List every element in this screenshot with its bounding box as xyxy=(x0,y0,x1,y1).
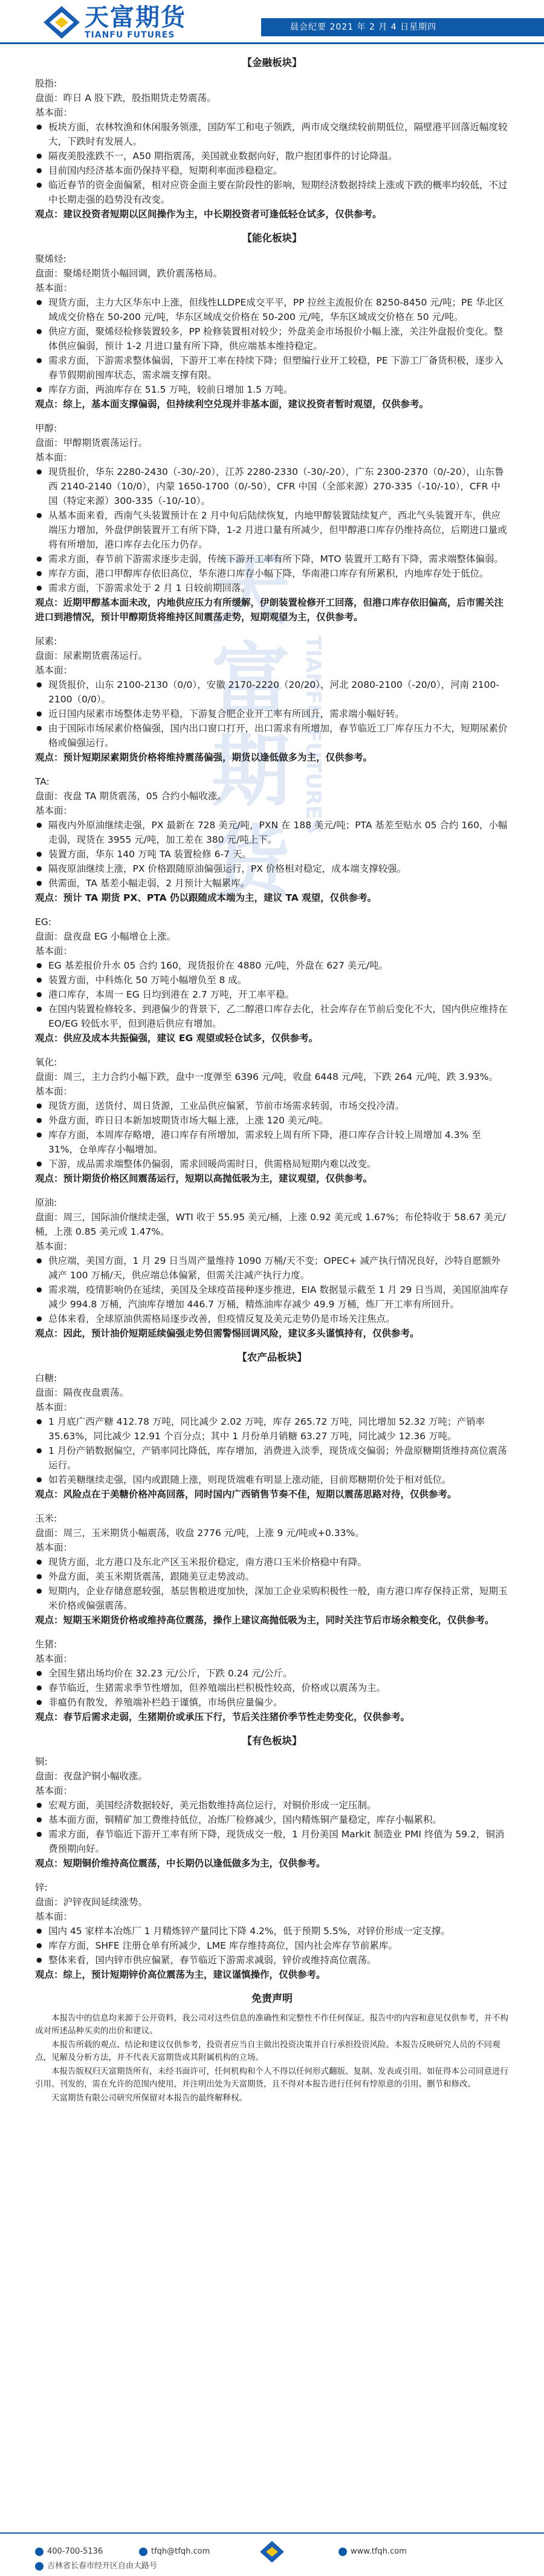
commodity-line: 基本面： xyxy=(35,1402,73,1413)
bullet-list xyxy=(35,295,509,397)
location-icon xyxy=(35,2562,44,2571)
bullet-item: ● 短期内，企业存储意愿较强，基层售粮进度加快，深加工企业采购积极性一般，南方港口库存保持正常，短期玉米价格或偏强震荡。 xyxy=(48,1584,509,1613)
bullet-item: ● 外盘方面，昨日日本新加坡期货市场大幅上涨，上涨 120 美元/吨。 xyxy=(48,1113,509,1128)
commodity-block xyxy=(35,1195,509,1341)
commodity-name: 锌: xyxy=(35,1882,48,1893)
bullet-list xyxy=(35,1099,509,1171)
bullet-item: ● 如若美糖继续走强，国内或跟随上涨，则现货端难有明显上涨动能，目前郑糖期价处于相对低位。 xyxy=(48,1473,509,1487)
commodity-block xyxy=(35,1055,509,1186)
bullet-item: ● 现货方面，送货付、周日货源，工业品供应偏紧，节前市场需求转弱，市场交投冷清。 xyxy=(48,1099,509,1113)
bullet-list xyxy=(35,678,509,750)
bullet-item: ● 在国内装置检修较多、到港偏少的背景下，乙二醇港口库存去化，社会库存在节前后变化不大，国内供应维持在 EO/EG 较低水平，但到港后供应有增加。 xyxy=(48,1002,509,1031)
commodity-block xyxy=(35,915,509,1045)
commodity-line: 基本面： xyxy=(35,107,73,118)
bullet-item: ● 库存方面，本周库存略增，港口库存有所增加，需求较上周有所下降，港口库存合计较上周增加 4.3% 至 31%，仓单库存小幅增加。 xyxy=(48,1128,509,1157)
globe-icon xyxy=(338,2548,347,2556)
commodity-line: 盘面：甲醇期货震荡运行。 xyxy=(35,437,148,448)
bullet-item: ● 库存方面，SHFE 注册仓单有所减少，LME 库存维持高位，国内社会库存节前累库。 xyxy=(48,1938,509,1953)
bullet-list xyxy=(35,1924,509,1967)
commodity-block xyxy=(35,1754,509,1871)
commodity-line: 盘面：昨日 A 股下跌，股指期货走势震荡。 xyxy=(35,93,216,103)
footer-website[interactable] xyxy=(338,2545,407,2559)
bullet-item: ● 隔夜美股涨跌不一，A50 期指震荡，美国就业数据向好，散户抱团事件的讨论降温。 xyxy=(48,149,509,163)
commodity-name: 白糖: xyxy=(35,1373,57,1384)
view-statement: 观点：综上，基本面支撑偏弱，但持续利空兑现并非基本面，建议投资者暂时观望，仅供参考。 xyxy=(35,399,429,410)
bullet-item: ● 装置方面，中科炼化 50 万吨小幅增负至 8 成。 xyxy=(48,973,509,987)
view-statement: 观点：预计短期尿素期货价格将维持震荡偏强，期货以逢低做多为主，仅供参考。 xyxy=(35,752,373,763)
bullet-list xyxy=(35,1555,509,1613)
commodity-block xyxy=(35,421,509,624)
logo-chinese-name: 天富期货 xyxy=(85,4,186,31)
view-statement: 观点：风险点在于美糖价格冲高回落，同时国内广西销售节奏不佳，短期以震荡思路对待，仅供参考。 xyxy=(35,1489,457,1500)
commodity-name: 生猪: xyxy=(35,1639,57,1650)
company-logo xyxy=(42,4,186,41)
phone-icon xyxy=(35,2548,44,2556)
bullet-item: ● 供应端，美国方面，1 月 29 日当周产量维持 1090 万桶/天不变；OPEC+ 减产执行情况良好，沙特自愿额外减产 100 万桶/天，供应端总体偏紧，但需关注减产执行力度。 xyxy=(48,1254,509,1283)
bullet-item: ● 供需面，TA 基差小幅走弱，2 月预计大幅累库。 xyxy=(48,876,509,891)
commodity-line: 基本面： xyxy=(35,1086,73,1097)
bullet-item: ● 整体来看，国内锌市供应偏紧，春节临近下游需求减弱，锌价或维持高位震荡。 xyxy=(48,1953,509,1967)
bullet-item: ● 1 月底广西产糖 412.78 万吨，同比减少 2.02 万吨，库存 265.72 万吨，同比增加 52.32 万吨；产销率 35.63%，同比减少 12.91 个百分点；其中 1 月份单月销糖 63.27 万吨，同比减少 12.36 万吨。 xyxy=(48,1414,509,1443)
disclaimer-paragraph: 本报告版权归天富期货所有，未经书面许可，任何机构和个人不得以任何形式翻版、复制、发表或引用。如征得本公司同意进行引用、刊发的，需在允许的范围内使用，并注明出处为天富期货，且不得对本报告进行任何有悖原意的引用、删节和修改。 xyxy=(35,2067,508,2089)
commodity-line: 盘面：周三，玉米期货小幅震荡，收盘 2776 元/吨，上涨 9 元/吨或+0.33%。 xyxy=(35,1528,364,1538)
bullet-item: ● 装置方面，华东 140 万吨 TA 装置检修 6-7 天。 xyxy=(48,847,509,861)
bullet-item: ● 板块方面，农林牧渔和休闲服务领涨，国防军工和电子领跌，两市成交继续较前期低位，隔壁港平回落近幅度较大，下跌时有发展人。 xyxy=(48,120,509,149)
view-statement: 观点：预计 TA 期货 PX、PTA 仍以跟随成本端为主，建议 TA 观望，仅供参考。 xyxy=(35,892,377,903)
view-statement: 观点：供应及成本共振偏强，建议 EG 观望或轻仓试多，仅供参考。 xyxy=(35,1033,319,1044)
commodity-line: 基本面： xyxy=(35,665,73,676)
view-statement: 观点：春节后需求走弱，生猪期价或承压下行，节后关注猪价季节性走势变化，仅供参考。 xyxy=(35,1711,410,1722)
watermark-char: 富 xyxy=(211,635,290,727)
commodity-line: 基本面： xyxy=(35,805,73,816)
commodity-line: 盘面：沪锌夜间延续涨势。 xyxy=(35,1897,148,1907)
bullet-list xyxy=(35,818,509,891)
bullet-item: ● 临近春节的资金面偏紧，相对应资金面主要在阶段性的影响，短期经济数据持续上涨或下跌的概率均较低，不过中长期走强的趋势没有改变。 xyxy=(48,178,509,207)
footer-divider xyxy=(0,2532,544,2534)
commodity-name: TA: xyxy=(35,776,50,787)
commodity-line: 盘面：盘夜盘 EG 小幅增仓上涨。 xyxy=(35,931,176,942)
watermark-english: TIANFU FUTURES xyxy=(301,635,325,834)
commodity-block xyxy=(35,1637,509,1724)
bullet-item: ● 近日国内尿素市场整体走势平稳，下游复合肥企业开工率有所回升，需求端小幅好转。 xyxy=(48,707,509,721)
bullet-item: ● 库存方面，两油库存在 51.5 万吨，较前日增加 1.5 万吨。 xyxy=(48,382,509,397)
commodity-line: 盘面：周三，主力合约小幅下跌，盘中一度弹至 6396 元/吨，收盘 6448 元/吨，下跌 264 元/吨，跌 3.93%。 xyxy=(35,1071,498,1082)
commodity-block xyxy=(35,1371,509,1502)
commodity-block xyxy=(35,1880,509,1982)
report-date-band: 晨会纪要 2021 年 2 月 4 日星期四 xyxy=(261,18,544,36)
commodity-line: 盘面：隔夜夜盘震荡。 xyxy=(35,1387,129,1398)
bullet-item: ● 现货方面，主力大区华东中上涨，但线性LLDPE成交平平，PP 拉丝主流报价在 8250-8450 元/吨；PE 华北区域成交价格在 50-200 元/吨，华东区域成交价格在 50-200 元/吨，华东区域成交价格在 50 元/吨。 xyxy=(48,295,509,324)
bullet-item: ● 需求方面，春节临近下游开工率有所下降，现货成交一般，1 月份美国 Markit 制造业 PMI 终值为 59.2，铜消费预期向好。 xyxy=(48,1827,509,1856)
view-statement: 观点：预计期货价格区间震荡运行，短期以高抛低吸为主，建议观望，仅供参考。 xyxy=(35,1173,373,1184)
bullet-item: ● EG 基差报价升水 05 合约 160，现货报价在 4880 元/吨，外盘在 627 美元/吨。 xyxy=(48,958,509,973)
commodity-name: 原油: xyxy=(35,1197,57,1208)
address-text: 吉林省长春市经开区自由大路号 xyxy=(47,2561,158,2571)
bullet-item: ● 外盘方面，美玉米期货震荡，跟随美豆走势波动。 xyxy=(48,1569,509,1584)
bullet-item: ● 需求方面，春节前下游需求逐步走弱，传统下游开工率有所下降，MTO 装置开工略有下降，需求端整体偏弱。 xyxy=(48,552,509,566)
commodity-line: 盘面：聚烯烃期货小幅回调，跌价震荡格局。 xyxy=(35,268,223,279)
watermark-char: 货 xyxy=(211,816,290,908)
commodity-name: EG: xyxy=(35,917,52,927)
commodity-block xyxy=(35,774,509,908)
disclaimer-title: 免责声明 xyxy=(251,1993,293,2005)
view-statement: 观点：建议投资者短期以区间操作为主，中长期投资者可逢低轻仓试多，仅供参考。 xyxy=(35,209,382,220)
view-statement: 观点：短期铜价维持高位震荡，中长期仍以逢低做多为主，仅供参考。 xyxy=(35,1858,326,1869)
commodity-line: 盘面：尿素期货震荡运行。 xyxy=(35,650,148,661)
bullet-item: ● 宏观方面，美国经济数据较好，美元指数维持高位运行，对铜价形成一定压制。 xyxy=(48,1798,509,1813)
watermark-char: 天 xyxy=(211,544,290,636)
header-divider xyxy=(0,42,544,44)
bullet-list xyxy=(35,1798,509,1856)
commodity-name: 氧化: xyxy=(35,1057,57,1068)
footer-email[interactable] xyxy=(139,2545,210,2559)
email-icon xyxy=(139,2548,147,2556)
bullet-item: ● 从基本面来看，西南气头装置预计在 2 月中旬后陆续恢复，内地甲醇装置陆续复产，西北气头装置开车，供应端压力增加，外盘伊朗装置开工有所下降，1-2 月进口量有所减少，但甲醇港口库存仍维持高位，后期进口量或将有所增加，港口库存去化压力仍存。 xyxy=(48,508,509,552)
logo-english-name: TIANFU FUTURES xyxy=(85,30,175,40)
bullet-item: ● 现货方面，北方港口及东北产区玉米报价稳定，南方港口玉米价格稳中有降。 xyxy=(48,1555,509,1569)
bullet-item: ● 隔夜内外原油继续走强，PX 最新在 728 美元/吨，PXN 在 188 美元/吨；PTA 基差至贴水 05 合约 160，小幅走弱，现货在 3955 元/吨，加工差在 380 元/吨上下。 xyxy=(48,818,509,847)
bullet-list xyxy=(35,1666,509,1710)
commodity-line: 基本面： xyxy=(35,1241,73,1252)
bullet-item: ● 需求方面，下游需求处于 2 月 1 日较前期回落。 xyxy=(48,581,509,595)
commodity-block xyxy=(35,76,509,221)
bullet-list xyxy=(35,1414,509,1487)
footer-address xyxy=(35,2559,157,2574)
commodity-name: 聚烯烃: xyxy=(35,253,66,264)
commodity-line: 盘面：夜盘 TA 期货震荡，05 合约小幅收涨。 xyxy=(35,791,227,802)
disclaimer-paragraph: 本报告中的信息均来源于公开资料，我公司对这些信息的准确性和完整性不作任何保证。报告中的内容和意见仅供参考，并不构成对所述品种买卖的出价和建议。 xyxy=(35,2013,508,2036)
section-title: 【能化板块】 xyxy=(242,232,302,244)
commodity-line: 基本面： xyxy=(35,946,73,956)
bullet-list xyxy=(35,1254,509,1326)
footer-logo-icon xyxy=(254,2540,290,2564)
commodity-name: 甲醇: xyxy=(35,423,57,434)
phone-text: 400-700-5136 xyxy=(47,2547,103,2556)
bullet-item: ● 春节临近，生猪需求季节性增加，但养殖端出栏积极性较高，价格或以震荡为主。 xyxy=(48,1681,509,1695)
bullet-item: ● 需求方面，下游需求整体偏弱，下游开工率在持续下降；但塑编行业开工较稳，PE 下游工厂备货积极，逐步入春节假期前囤库状态，需求端支撑有限。 xyxy=(48,353,509,382)
section-title: 【农产品板块】 xyxy=(237,1352,307,1363)
bullet-item: ● 隔夜原油继续上涨，PX 价格跟随原油偏强运行，PX 价格相对稳定，成本端支撑较强。 xyxy=(48,861,509,876)
bullet-list xyxy=(35,120,509,207)
commodity-block xyxy=(35,634,509,765)
email-text[interactable]: tfqh@tfqh.com xyxy=(151,2547,210,2556)
website-text[interactable]: www.tfqh.com xyxy=(351,2547,407,2556)
view-statement: 观点：短期玉米期货价格或维持高位震荡，操作上建议高抛低吸为主，同时关注节后市场余粮变化，仅供参考。 xyxy=(35,1615,494,1626)
bullet-item: ● 1 月份产销数据偏空，产销率同比降低，库存增加，消费进入淡季，现货成交偏弱；外盘原糖期货维持高位震荡运行。 xyxy=(48,1443,509,1473)
bullet-item: ● 总体来看，全球原油供需格局逐步改善，但疫情反复及美元走势仍是市场关注焦点。 xyxy=(48,1312,509,1326)
disclaimer xyxy=(35,1992,509,2105)
commodity-line: 基本面： xyxy=(35,452,73,463)
bullet-item: ● 非瘟仍有散发，养殖端补栏趋于谨慎，市场供应量偏少。 xyxy=(48,1695,509,1710)
commodity-name: 股指: xyxy=(35,78,57,89)
view-statement: 观点：因此，预计油价短期延续偏强走势但需警惕回调风险，建议多头谨慎持有，仅供参考。 xyxy=(35,1328,419,1339)
view-statement: 观点：近期甲醇基本面未改，内地供应压力有所缓解，伊朗装置检修开工回落，但港口库存依旧偏高，后市需关注进口到港情况，预计甲醇期货将维持区间震荡走势，短期观望为主，仅供参考。 xyxy=(35,597,504,623)
bullet-item: ● 全国生猪出场均价在 32.23 元/公斤，下跌 0.24 元/公斤。 xyxy=(48,1666,509,1681)
bullet-item: ● 现货报价，华东 2280-2430（-30/-20），江苏 2280-2330（-30/-20），广东 2300-2370（0/-20），山东鲁西 2140-2140（10/0），内蒙 1650-1700（0/-50），CFR 中国（全部来源）270-335（-10/-10），CFR 中国（特定来源）300-335（-10/-10）。 xyxy=(48,465,509,508)
bullet-item: ● 港口库存，本周一 EG 日均到港在 2.7 万吨，开工率平稳。 xyxy=(48,987,509,1002)
bullet-item: ● 库存方面，港口甲醇库存依旧高位，华东港口库存小幅下降，华南港口库存有所累积，内地库存处于低位。 xyxy=(48,566,509,581)
bullet-item: ● 现货报价，山东 2100-2130（0/0），安徽 2170-2220（20/20），河北 2080-2100（-20/0），河南 2100-2100（0/0）。 xyxy=(48,678,509,707)
bullet-list xyxy=(35,465,509,595)
diamond-logo-icon xyxy=(42,5,81,40)
report-body xyxy=(35,52,509,2106)
bullet-item: ● 目前国内经济基本面仍保持平稳，短期利率面涉稳稳定。 xyxy=(48,163,509,178)
commodity-block xyxy=(35,252,509,411)
commodity-line: 基本面： xyxy=(35,1911,73,1922)
section-title: 【有色板块】 xyxy=(242,1735,302,1747)
watermark-char: 期 xyxy=(211,725,290,817)
bullet-item: ● 由于国际市场尿素价格偏强，国内出口窗口打开，出口需求有所增加，春节临近工厂库存压力不大，短期尿素价格或偏强运行。 xyxy=(48,721,509,750)
bullet-item: ● 供应方面，聚烯烃检修装置较多，PP 检修装置相对较少；外盘美金市场报价小幅上涨，关注外盘报价变化。整体供应偏弱，预计 1-2 月进口量有所下降，供应端基本维持稳定。 xyxy=(48,324,509,353)
disclaimer-paragraph: 天富期货有限公司研究所保留对本报告的最终解释权。 xyxy=(51,2093,247,2103)
section-title: 【金融板块】 xyxy=(242,57,302,68)
commodity-line: 基本面： xyxy=(35,1653,73,1664)
commodity-name: 玉米: xyxy=(35,1513,57,1524)
commodity-name: 尿素: xyxy=(35,636,57,647)
commodity-line: 基本面： xyxy=(35,1785,73,1796)
commodity-line: 盘面：夜盘沪铜小幅收涨。 xyxy=(35,1771,148,1782)
view-statement: 观点：综上，预计短期锌价高位震荡为主，建议谨慎操作，仅供参考。 xyxy=(35,1969,326,1980)
commodity-name: 铜: xyxy=(35,1756,48,1767)
bullet-item: ● 需求端，疫情影响仍在延续，美国及全球疫苗接种逐步推进，EIA 数据显示截至 1 月 29 日当周，美国原油库存减少 994.8 万桶，汽油库存增加 446.7 万桶，精炼油库存减少 49.9 万桶，炼厂开工率有所回升。 xyxy=(48,1283,509,1312)
bullet-item: ● 基本面方面，铜精矿加工费维持低位，冶炼厂检修减少，国内精炼铜产量稳定，库存小幅累积。 xyxy=(48,1813,509,1827)
commodity-line: 基本面： xyxy=(35,283,73,293)
report-footer xyxy=(0,2532,544,2576)
bullet-list xyxy=(35,958,509,1031)
footer-phone xyxy=(35,2545,103,2559)
commodity-line: 盘面：周三，国际油价继续走强，WTI 收于 55.95 美元/桶，上涨 0.92 美元或 1.67%；布伦特收于 58.67 美元/桶，上涨 0.85 美元或 1.47%。 xyxy=(35,1212,506,1237)
bullet-item: ● 下游，成品需求端整体仍偏弱，需求回暖尚需时日，供需格局短期内难以改变。 xyxy=(48,1157,509,1171)
disclaimer-paragraph: 本报告所载的观点、结论和建议仅供参考，投资者应当自主做出投资决策并自行承担投资风险。本报告反映研究人员的不同观点，见解及分析方法，并不代表天富期货或其附属机构的立场。 xyxy=(35,2040,500,2062)
commodity-block xyxy=(35,1511,509,1627)
commodity-line: 基本面： xyxy=(35,1542,73,1553)
report-header xyxy=(0,0,544,48)
bullet-item: ● 国内 45 家样本冶炼厂 1 月精炼锌产量同比下降 4.2%，低于预期 5.5%，对锌价形成一定支撑。 xyxy=(48,1924,509,1938)
